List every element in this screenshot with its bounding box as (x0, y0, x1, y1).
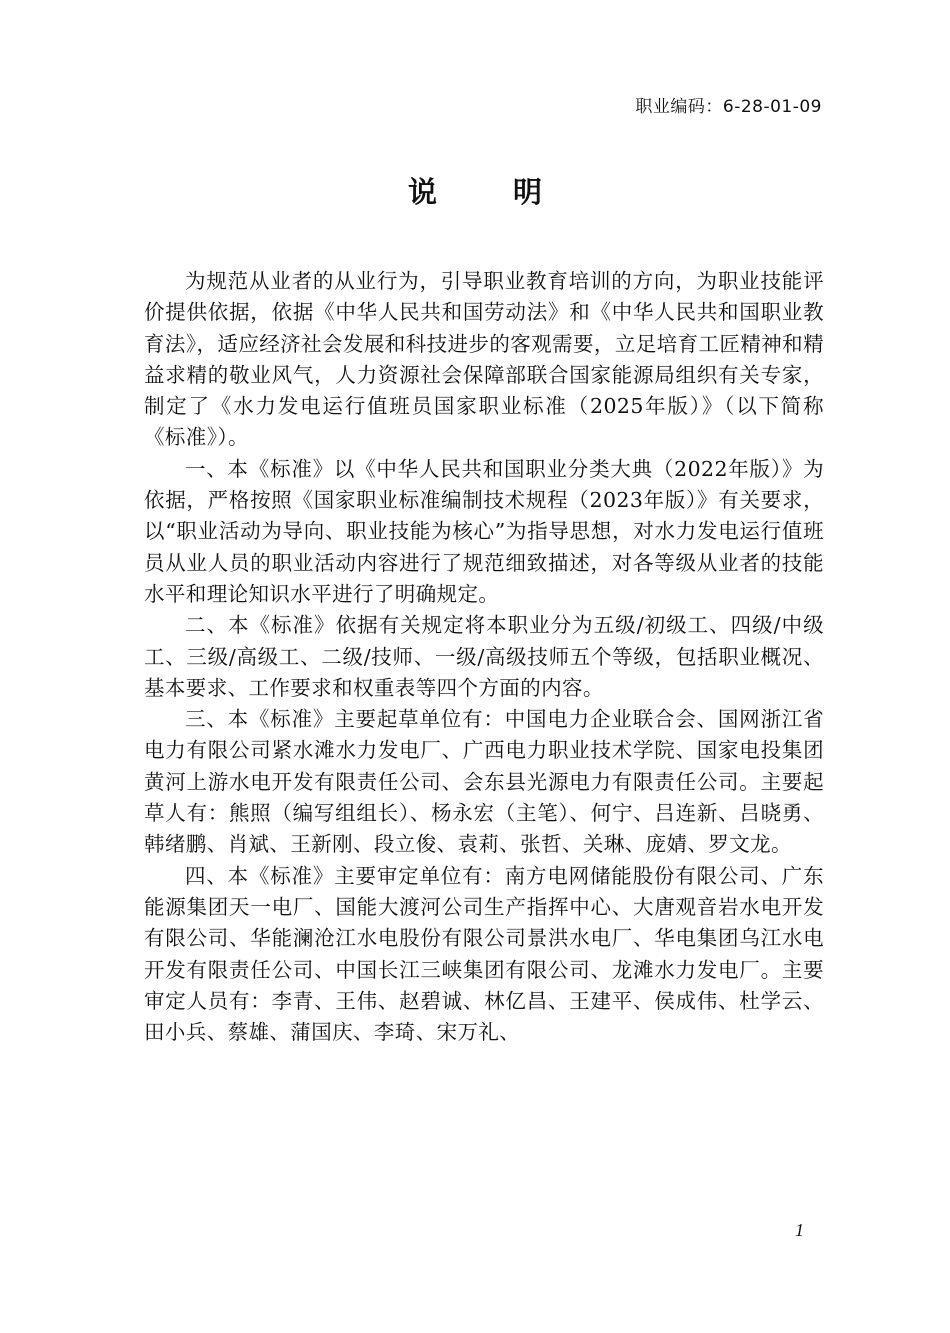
paragraph-1: 一、本《标准》以《中华人民共和国职业分类大典（2022年版）》为依据，严格按照《国家职业标准编制技术规程（2023年版）》有关要求，以“职业活动为导向、职业技能为核心”为指导思想，对水力发电运行值班员从业人员的职业活动内容进行了规范细致描述，对各等级从业者的技能水平和理论知识水平进行了明确规定。 (144, 456, 824, 606)
title-char-2: 明 (513, 175, 543, 209)
paragraph-3: 三、本《标准》主要起草单位有：中国电力企业联合会、国网浙江省电力有限公司紧水滩水力发电厂、广西电力职业技术学院、国家电投集团黄河上游水电开发有限责任公司、会东县光源电力有限责任公司。主要起草人有：熊照（编写组组长）、杨永宏（主笔）、何宁、吕连新、吕晓勇、韩绪鹏、肖斌、王新刚、段立俊、袁莉、张哲、关琳、庞婧、罗文龙。 (144, 707, 824, 857)
occupation-code: 职业编码：6-28-01-09 (635, 97, 822, 117)
paragraph-intro: 为规范从业者的从业行为，引导职业教育培训的方向，为职业技能评价提供依据，依据《中华人民共和国劳动法》和《中华人民共和国职业教育法》，适应经济社会发展和科技进步的客观需要，立足培育工匠精神和精益求精的敬业风气，人力资源社会保障部联合国家能源局组织有关专家，制定了《水力发电运行值班员国家职业标准（2025年版）》（以下简称《标准》）。 (144, 269, 824, 450)
document-body (144, 266, 824, 1048)
page-title (0, 170, 950, 211)
paragraph-2: 二、本《标准》依据有关规定将本职业分为五级/初级工、四级/中级工、三级/高级工、二级/技师、一级/高级技师五个等级，包括职业概况、基本要求、工作要求和权重表等四个方面的内容。 (144, 613, 824, 700)
paragraph-4: 四、本《标准》主要审定单位有：南方电网储能股份有限公司、广东能源集团天一电厂、国能大渡河公司生产指挥中心、大唐观音岩水电开发有限公司、华能澜沧江水电股份有限公司景洪水电厂、华电集团乌江水电开发有限责任公司、中国长江三峡集团有限公司、龙滩水力发电厂。主要审定人员有：李青、王伟、赵碧诚、林亿昌、王建平、侯成伟、杜学云、田小兵、蔡雄、蒲国庆、李琦、宋万礼、 (144, 863, 824, 1045)
page-number: 1 (795, 1220, 804, 1240)
title-char-1: 说 (407, 175, 437, 209)
